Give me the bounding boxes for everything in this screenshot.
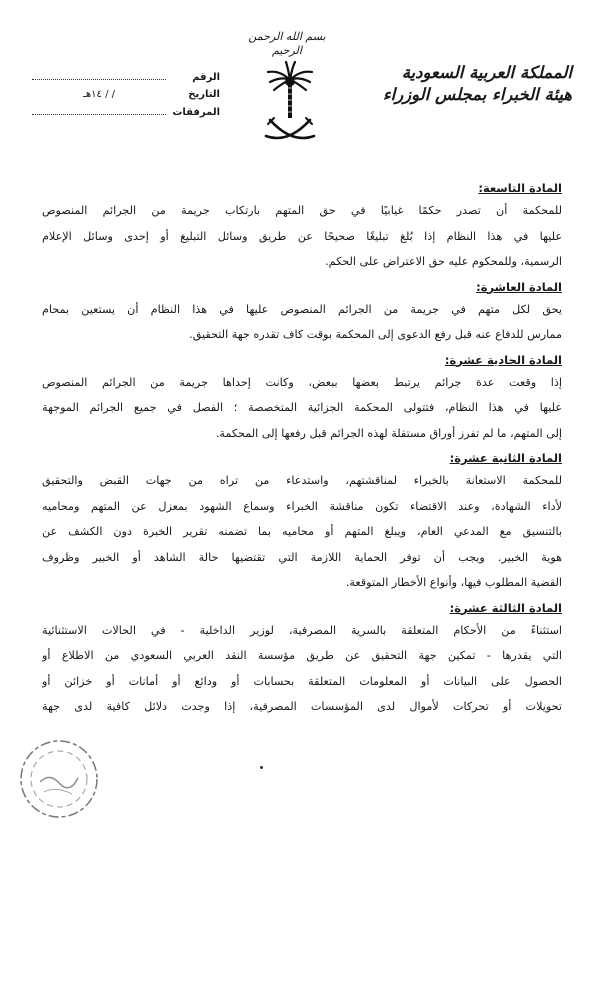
date-row [30, 86, 220, 103]
reference-field [32, 68, 166, 80]
saudi-emblem-icon [262, 58, 318, 150]
text-line: الرسمية، وللمحكوم عليه حق الاعتراض على الحكم. [325, 255, 562, 268]
articles-body [42, 178, 562, 722]
article-10 [42, 277, 562, 348]
article-12 [42, 448, 562, 596]
date-value: / / ١٤هـ [82, 89, 116, 100]
article-heading: المادة الثالثة عشرة: [449, 600, 562, 615]
text-line: الحصول على البيانات أو المعلومات المتعلقة بحسابات أو ودائع أو أمانات أو خزائن أو [42, 674, 562, 688]
reference-block [30, 68, 220, 121]
reference-label: الرقم [192, 72, 220, 83]
attachments-label: المرفقات [172, 107, 220, 118]
reference-row [30, 68, 220, 86]
text-line: عليها في هذا النظام، فتتولى المحكمة الجزائية المتخصصة ؛ الفصل في جميع الجرائم الموجهة [42, 401, 562, 414]
article-heading: المادة الثانية عشرة: [449, 451, 562, 465]
official-stamp-icon [16, 736, 102, 822]
text-line: تحويلات أو تحركات لأموال لدى المؤسسات المصرفية، إذا وجدت دلائل كافية لدى جهة [42, 700, 562, 713]
basmala: بسم الله الرحمن الرحيم [248, 30, 326, 57]
text-line: إذا وقعت عدة جرائم يرتبط بعضها ببعض، وكانت إحداها جريمة من الجرائم المنصوص [42, 375, 562, 389]
attachments-field [32, 103, 166, 115]
text-line: للمحكمة الاستعانة بالخبراء لمناقشتهم، واستدعاء من تراه من جهات القبض والتحقيق [42, 474, 562, 487]
text-line: يحق لكل متهم في جريمة من الجرائم المنصوص عليها في هذا النظام أن يستعين بمحام [42, 302, 562, 316]
text-line: عليها في هذا النظام إذا بُلغ تبليغًا صحيحًا عن طريق وسائل التبليغ أو إحدى وسائل الإعلام [42, 229, 562, 243]
attachments-row [30, 103, 220, 121]
text-line: بالتنسيق مع المدعي العام، ويبلغ المتهم أو محاميه بما تضمنه تقرير الخبرة دون الكشف عن [42, 525, 562, 538]
authority-name: هيئة الخبراء بمجلس الوزراء [382, 85, 572, 104]
text-line: استثناءً من الأحكام المتعلقة بالسرية المصرفية، لوزير الداخلية - في الحالات الاستثنائية [42, 623, 562, 637]
text-line: ممارس للدفاع عنه قبل رفع الدعوى إلى المحكمة بوقت كاف تقدره جهة التحقيق. [189, 328, 562, 341]
article-11 [42, 350, 562, 447]
article-13 [42, 598, 562, 720]
text-line: إلى المتهم، ما لم تفرز أوراق مستقلة لهذه الجرائم قبل رفعها إلى المحكمة. [215, 426, 562, 440]
article-heading: المادة العاشرة: [476, 279, 562, 294]
text-line: هوية الخبير. ويجب أن توفر الحماية اللازمة التي تقتضيها حالة الشاهد أو الخبير وظروف [42, 550, 562, 564]
text-line: لأداء الشهادة، وعند الاقتضاء تكون مناقشة الخبراء وسماع الشهود بمعزل عن المتهم ومحاميه [42, 499, 562, 513]
issuer-block [372, 62, 572, 106]
text-line: التي يقدرها - تمكين جهة التحقيق عن طريق مؤسسة النقد العربي السعودي من الاطلاع أو [42, 649, 562, 662]
article-heading: المادة الحادية عشرة: [444, 352, 562, 367]
text-line: القضية المطلوب فيها، وأنواع الأخطار المتوقعة. [345, 576, 562, 589]
kingdom-name: المملكة العربية السعودية [401, 63, 572, 82]
article-9 [42, 178, 562, 275]
date-label: التاريخ [188, 89, 220, 100]
page-mark [260, 766, 263, 769]
text-line: للمحكمة أن تصدر حكمًا غيابيًا في حق المتهم بارتكاب جريمة من الجرائم المنصوص [42, 204, 562, 217]
article-heading: المادة التاسعة: [478, 181, 562, 195]
